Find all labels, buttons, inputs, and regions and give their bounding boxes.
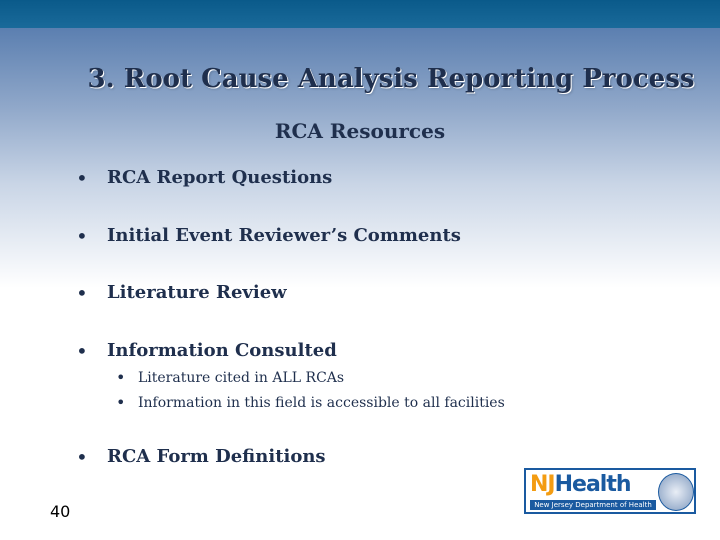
bullet-text: Initial Event Reviewer’s Comments	[107, 225, 461, 246]
sub-bullet-icon: •	[116, 368, 126, 387]
top-banner-bar	[0, 0, 720, 28]
bullet-icon: •	[76, 166, 88, 190]
state-seal-icon	[658, 473, 694, 511]
bullet-text: Information Consulted	[107, 340, 337, 361]
sub-bullet-icon: •	[116, 393, 126, 412]
bullet-icon: •	[76, 281, 88, 305]
logo-wordmark	[530, 472, 631, 497]
bullet-icon: •	[76, 224, 88, 248]
logo-name-prefix: NJ	[530, 472, 555, 497]
slide-title: 3. Root Cause Analysis Reporting Process	[87, 64, 695, 94]
bullet-text: RCA Form Definitions	[107, 446, 326, 467]
sub-bullet-text: Literature cited in ALL RCAs	[138, 370, 345, 386]
slide-subtitle: RCA Resources	[274, 119, 446, 143]
bullet-text: Literature Review	[107, 282, 287, 303]
page-number: 40	[50, 502, 71, 521]
bullet-icon: •	[76, 445, 88, 469]
sub-bullet-text: Information in this field is accessible to all facilities	[138, 395, 505, 411]
logo-tagline: New Jersey Department of Health	[530, 500, 656, 510]
logo-name-suffix: Health	[554, 472, 631, 497]
bullet-text: RCA Report Questions	[107, 167, 333, 188]
nj-health-logo	[524, 468, 696, 514]
bullet-icon: •	[76, 339, 88, 363]
